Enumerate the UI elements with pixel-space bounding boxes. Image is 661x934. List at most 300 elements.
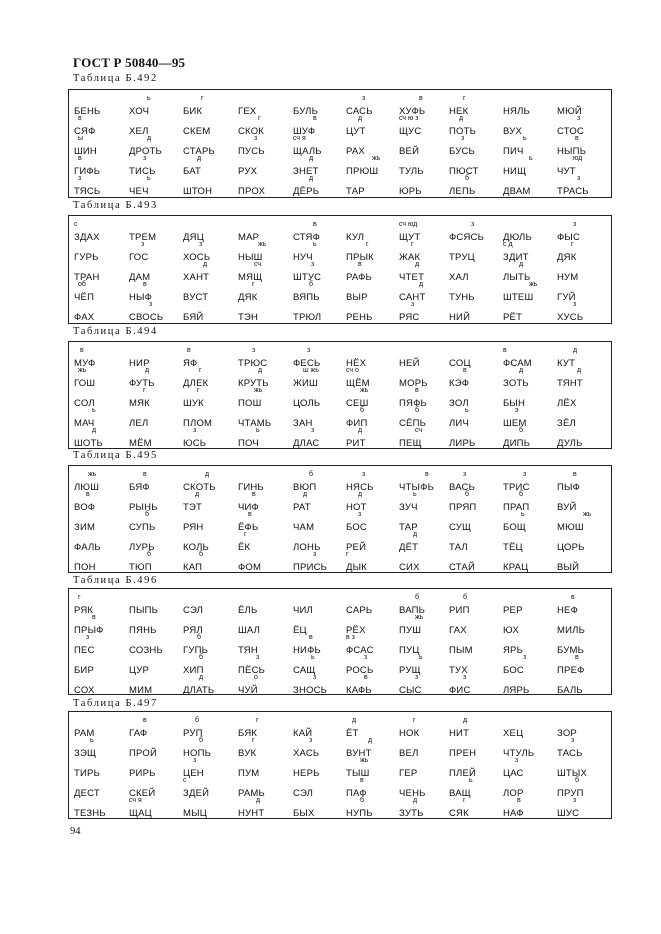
word: ХАСЬ [293, 748, 320, 759]
word-cell [74, 511, 132, 533]
word-cell [346, 135, 404, 157]
phonetic-mark: б [415, 407, 420, 414]
word-cell [346, 347, 404, 369]
word-cell [238, 634, 296, 656]
word-cell [183, 155, 241, 177]
word: НЕЙ [399, 358, 420, 369]
word: ЩУС [399, 126, 422, 137]
table-caption: Таблица Б.495 [73, 450, 158, 461]
word: РЕНЬ [346, 312, 373, 323]
word-cell [449, 301, 507, 323]
word: ТИСЬ [129, 166, 156, 177]
word-cell [503, 594, 561, 616]
word: СТЯФ [293, 232, 321, 243]
phonetic-mark: з [311, 261, 315, 268]
phonetic-mark: в [358, 261, 362, 268]
word-cell [503, 135, 561, 157]
word: ТРЮС [238, 358, 268, 369]
word-cell [238, 387, 296, 409]
phonetic-mark: о [254, 674, 258, 681]
phonetic-mark: г [463, 95, 466, 102]
word-cell [183, 367, 241, 389]
word-cell [293, 614, 351, 636]
phonetic-mark: сч я [293, 135, 306, 142]
word: САЩ [293, 665, 316, 676]
phonetic-mark: г [411, 241, 414, 248]
word-cell [449, 427, 507, 449]
word-cell [557, 261, 615, 283]
word: ТУЛЬ [399, 166, 424, 177]
word: ЛОНЬ [293, 542, 321, 553]
phonetic-mark: жь [415, 614, 424, 621]
phonetic-mark: з [523, 654, 527, 661]
word-cell [557, 531, 615, 553]
word-cell [129, 367, 187, 389]
word: ДИПЬ [503, 438, 531, 449]
word: ЛЁХ [557, 398, 577, 409]
word: ВЯПЬ [293, 292, 320, 303]
table-row [69, 471, 611, 493]
phonetic-mark: г [413, 717, 416, 724]
word: МЁМ [129, 438, 152, 449]
word: ТУНЬ [449, 292, 475, 303]
word: СОЗНЬ [129, 645, 163, 656]
word: МИМ [129, 685, 153, 696]
word: ВОФ [74, 502, 96, 513]
phonetic-mark: в [187, 347, 191, 354]
word-cell [129, 241, 187, 263]
phonetic-mark: жь [529, 281, 538, 288]
phonetic-mark: з [149, 301, 153, 308]
word: РАМЬ [238, 788, 265, 799]
table-row [69, 777, 611, 799]
word: РАФЬ [346, 272, 372, 283]
word: СУЩ [449, 522, 472, 533]
phonetic-mark: з [309, 737, 313, 744]
word-cell [74, 347, 132, 369]
word-cell [346, 261, 404, 283]
phonetic-mark: з [577, 175, 581, 182]
word: ТЯН [238, 645, 258, 656]
word: НЕФ [557, 605, 579, 616]
word-cell [129, 95, 187, 117]
word-cell [557, 367, 615, 389]
word: БЕНЬ [74, 106, 101, 117]
word: СОХ [74, 685, 95, 696]
phonetic-mark: в [78, 155, 82, 162]
word: ЁТ [346, 728, 359, 739]
table-row [69, 737, 611, 759]
word-cell [293, 281, 351, 303]
word: ДЕСТ [74, 788, 100, 799]
word-cell [503, 777, 561, 799]
word: ПОШ [238, 398, 262, 409]
word: ПРЮШ [346, 166, 379, 177]
word-cell [346, 491, 404, 513]
word-cell [293, 221, 351, 243]
word: ВУНТ [346, 748, 372, 759]
word-cell [293, 717, 351, 739]
word-cell [557, 491, 615, 513]
word-cell [74, 221, 132, 243]
word: ЁЛЬ [238, 605, 258, 616]
phonetic-mark: з [463, 674, 467, 681]
word: НИФЬ [293, 645, 321, 656]
word: МУФ [74, 358, 96, 369]
word-cell [238, 777, 296, 799]
word: БИР [74, 665, 94, 676]
word: ЛЫТЬ [503, 272, 531, 283]
table-row [69, 511, 611, 533]
word: МЮШ [557, 522, 584, 533]
word-cell [557, 777, 615, 799]
word-cell [503, 511, 561, 533]
word-cell [346, 634, 404, 656]
word: НЫШ [238, 252, 263, 263]
word: ТЯНТ [557, 378, 583, 389]
word: ТРАСЬ [557, 186, 589, 197]
word-cell [346, 387, 404, 409]
word: БАЛЬ [557, 685, 583, 696]
word-cell [238, 737, 296, 759]
word: ТЯСЬ [74, 186, 101, 197]
phonetic-mark: д [352, 717, 357, 724]
word-cell [129, 674, 187, 696]
word: КУТ [557, 358, 576, 369]
word: ТИРЬ [74, 768, 101, 779]
word: НЯЛЬ [503, 106, 530, 117]
word-cell [74, 674, 132, 696]
word: ХАЛ [449, 272, 469, 283]
word: НУМ [557, 272, 579, 283]
word-cell [183, 301, 241, 323]
word-cell [129, 634, 187, 656]
word-table [68, 465, 612, 573]
word-cell [74, 654, 132, 676]
word: ЗДИТ [503, 252, 529, 263]
word-cell [503, 491, 561, 513]
word: ЩУТ [399, 232, 421, 243]
phonetic-mark: з [411, 301, 415, 308]
phonetic-mark: з [313, 551, 317, 558]
word: ПЕС [74, 645, 95, 656]
word: СЭЛ [293, 788, 314, 799]
word: ЗНОСЬ [293, 685, 328, 696]
word-cell [74, 281, 132, 303]
phonetic-mark: з [362, 471, 366, 478]
phonetic-mark: з [523, 471, 527, 478]
word-cell [129, 551, 187, 573]
word: МИЛЬ [557, 625, 586, 636]
word-cell [129, 511, 187, 533]
word: ЧТЕТ [399, 272, 425, 283]
phonetic-mark: в [575, 654, 579, 661]
phonetic-mark: жь [372, 155, 381, 162]
phonetic-mark: жь [258, 241, 267, 248]
phonetic-mark: з [199, 241, 203, 248]
word: ЗДАХ [74, 232, 100, 243]
word-cell [74, 241, 132, 263]
table-row [69, 301, 611, 323]
word-cell [238, 491, 296, 513]
word: НАФ [503, 808, 524, 819]
phonetic-mark: в [360, 777, 364, 784]
word-cell [238, 155, 296, 177]
word-cell [74, 594, 132, 616]
word: ВАСЬ [449, 482, 476, 493]
word-cell [503, 387, 561, 409]
phonetic-mark: г [78, 594, 81, 601]
word-cell [503, 614, 561, 636]
word-cell [183, 531, 241, 553]
word: СОЛ [74, 398, 95, 409]
word-cell [346, 654, 404, 676]
word: ПЁСЬ [238, 665, 266, 676]
phonetic-mark: з [78, 175, 82, 182]
word-cell [557, 551, 615, 573]
phonetic-mark: ь [313, 241, 317, 248]
word-cell [293, 387, 351, 409]
word-cell [449, 531, 507, 553]
word-cell [238, 221, 296, 243]
phonetic-mark: б [463, 594, 468, 601]
phonetic-mark: в [463, 367, 467, 374]
word: РОСЬ [346, 665, 374, 676]
word-cell [129, 717, 187, 739]
word-cell [129, 115, 187, 137]
phonetic-mark: в [80, 347, 84, 354]
word: МЯК [129, 398, 150, 409]
word: НОПЬ [183, 748, 212, 759]
phonetic-mark: б [197, 634, 202, 641]
word: ТЮП [129, 562, 152, 573]
word: СКЕМ [183, 126, 211, 137]
word-cell [503, 221, 561, 243]
word: ХЕЛ [129, 126, 149, 137]
word-cell [503, 674, 561, 696]
word-cell [74, 427, 132, 449]
word-cell [346, 155, 404, 177]
word: РАХ [346, 146, 365, 157]
word: ЦОЛЬ [293, 398, 321, 409]
phonetic-mark: ь [90, 737, 94, 744]
phonetic-mark: д [419, 281, 424, 288]
phonetic-mark: б [145, 511, 150, 518]
phonetic-mark: з [307, 347, 311, 354]
word-cell [346, 175, 404, 197]
word-cell [293, 95, 351, 117]
word-cell [183, 95, 241, 117]
word-cell [129, 797, 187, 819]
word-cell [74, 175, 132, 197]
word-cell [449, 634, 507, 656]
phonetic-mark: ь [413, 491, 417, 498]
word: ПЫМ [449, 645, 473, 656]
word: ЛИЧ [449, 418, 469, 429]
word: ПРУП [557, 788, 584, 799]
word: НЫПЬ [557, 146, 587, 157]
phonetic-mark: в [143, 717, 147, 724]
word-cell [293, 634, 351, 656]
table-row [69, 634, 611, 656]
word: КРУТЬ [238, 378, 269, 389]
word-cell [503, 155, 561, 177]
word: ТРИС [503, 482, 530, 493]
word: ЗЁЛ [557, 418, 576, 429]
word: ЗОТЬ [503, 378, 529, 389]
word-cell [557, 95, 615, 117]
word: СТАРЬ [183, 146, 215, 157]
word-cell [346, 281, 404, 303]
word-cell [557, 407, 615, 429]
word: ХАНТ [183, 272, 210, 283]
word: СКОК [238, 126, 265, 137]
word: ТЫШ [346, 768, 370, 779]
word-cell [503, 241, 561, 263]
word-cell [449, 737, 507, 759]
word-cell [129, 757, 187, 779]
table-row [69, 367, 611, 389]
word: БОЩ [503, 522, 527, 533]
phonetic-mark: в [575, 135, 579, 142]
word-cell [183, 614, 241, 636]
word-cell [449, 491, 507, 513]
phonetic-mark: г [346, 551, 349, 558]
table-row [69, 654, 611, 676]
word: РИТ [346, 438, 366, 449]
word-cell [183, 511, 241, 533]
word-cell [238, 261, 296, 283]
word-cell [293, 797, 351, 819]
word-cell [503, 551, 561, 573]
word-cell [557, 797, 615, 819]
word: МЯЩ [238, 272, 263, 283]
phonetic-mark: з [571, 737, 575, 744]
word-cell [346, 614, 404, 636]
word: ЁК [238, 542, 251, 553]
phonetic-mark: ь [521, 511, 525, 518]
word: ЗОЛ [449, 398, 469, 409]
phonetic-mark: в [313, 221, 317, 228]
phonetic-mark: з [86, 634, 90, 641]
word: ГОС [129, 252, 149, 263]
word: КРАЦ [503, 562, 529, 573]
word: ГЕХ [238, 106, 257, 117]
phonetic-mark: з [573, 797, 577, 804]
word-cell [557, 737, 615, 759]
word-cell [293, 594, 351, 616]
word-cell [293, 674, 351, 696]
word: БЯЙ [183, 312, 204, 323]
word-cell [346, 594, 404, 616]
word: ТЕЗНЬ [74, 808, 106, 819]
phonetic-mark: сч я [129, 797, 142, 804]
table-row [69, 387, 611, 409]
word-table [68, 215, 612, 324]
word: СТОС [557, 126, 584, 137]
phonetic-mark: б [309, 281, 314, 288]
word: НЯСЬ [346, 482, 374, 493]
phonetic-mark: д [203, 261, 208, 268]
word: ЧТАМЬ [238, 418, 272, 429]
table-row [69, 241, 611, 263]
phonetic-mark: ы [78, 135, 84, 142]
word: ЧУТ [557, 166, 576, 177]
word: ЛОР [503, 788, 524, 799]
word-cell [503, 175, 561, 197]
word: НОТ [346, 502, 367, 513]
word: РЯЛ [183, 625, 203, 636]
word: ГИНЬ [238, 482, 264, 493]
word: ФУТЬ [129, 378, 155, 389]
word-cell [449, 594, 507, 616]
phonetic-mark: г [197, 387, 200, 394]
phonetic-mark: в [571, 594, 575, 601]
word: ДЫК [346, 562, 367, 573]
phonetic-mark: д [205, 471, 210, 478]
phonetic-mark: б [575, 777, 580, 784]
word-cell [449, 367, 507, 389]
word: ЖАК [399, 252, 421, 263]
word: ГЕР [399, 768, 418, 779]
word-cell [129, 155, 187, 177]
word: ЛЮШ [74, 482, 100, 493]
word-cell [183, 261, 241, 283]
word: ЖИШ [293, 378, 318, 389]
word: МАЧ [74, 418, 95, 429]
phonetic-mark: сч [415, 427, 423, 434]
word-cell [238, 797, 296, 819]
word-cell [449, 674, 507, 696]
word: ПЛОМ [183, 418, 213, 429]
phonetic-mark: г [252, 737, 255, 744]
word: РУЩ [399, 665, 421, 676]
word-cell [293, 427, 351, 449]
word: ЧАМ [293, 522, 315, 533]
word-cell [129, 175, 187, 197]
word: РИРЬ [129, 768, 156, 779]
word-cell [449, 777, 507, 799]
phonetic-mark: з [364, 654, 368, 661]
table-row [69, 407, 611, 429]
word: НУНТ [238, 808, 265, 819]
word: ФИП [346, 418, 368, 429]
word-cell [129, 135, 187, 157]
word-cell [183, 427, 241, 449]
phonetic-mark: в [92, 614, 96, 621]
word: ГУЙ [557, 292, 576, 303]
word: ВУЙ [557, 502, 577, 513]
word: ДЛАТЬ [183, 685, 215, 696]
phonetic-mark: з [471, 221, 475, 228]
word-cell [183, 634, 241, 656]
word-cell [346, 471, 404, 493]
phonetic-mark: г [366, 241, 369, 248]
table-caption: Таблица Б.497 [73, 698, 158, 709]
word-cell [503, 95, 561, 117]
word-cell [293, 737, 351, 759]
word-cell [293, 531, 351, 553]
word-cell [238, 407, 296, 429]
phonetic-mark: с [183, 777, 187, 784]
phonetic-mark: в [503, 347, 507, 354]
word: ПРЕФ [557, 665, 585, 676]
word-cell [503, 427, 561, 449]
word: ЗДЕЙ [183, 788, 210, 799]
word-cell [503, 757, 561, 779]
phonetic-mark: в [517, 797, 521, 804]
word: НЕК [449, 106, 469, 117]
